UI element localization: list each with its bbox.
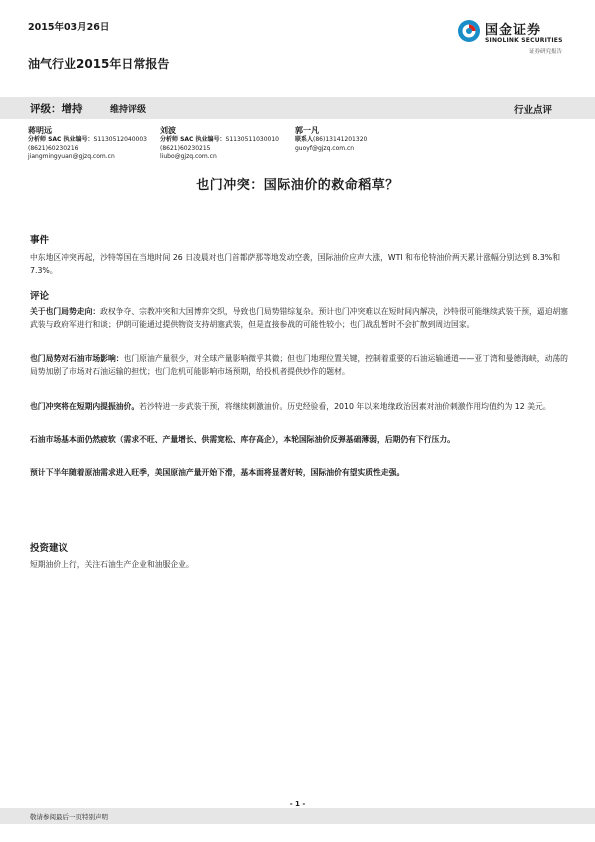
advice-paragraph: 短期油价上行，关注石油生产企业和油服企业。	[30, 560, 194, 569]
paragraph-lead: 也门局势对石油市场影响：	[30, 354, 124, 363]
paragraph-lead: 石油市场基本面仍然疲软（需求不旺、产量增长、供需宽松、库存高企），本轮国际油价反弹基础薄弱，后期仍有下行压力。	[30, 435, 455, 444]
paragraph-outlook	[30, 466, 568, 479]
headline: 也门冲突：国际油价的救命稻草？	[196, 178, 399, 193]
paragraph-body: 政权争夺、宗教冲突和大国博弈交织，导致也门局势错综复杂。预计也门冲突难以在短时间内解决，沙特很可能继续武装干预，逼迫胡塞武装与政府军进行和谈；伊朗可能通过提供物资支持胡塞武装，但是直接参战的可能性较小；也门战乱暂时不会扩散到周边国家。	[30, 307, 568, 329]
analyst-name: 郭一凡	[295, 126, 319, 135]
paragraph-lead: 关于也门局势走向：	[30, 307, 101, 316]
paragraph-lead: 也门冲突将在短期内提振油价。	[30, 402, 140, 411]
analyst-1	[28, 125, 147, 162]
analyst-code: (86)13141201320	[313, 136, 368, 143]
paragraph-yemen-situation	[30, 305, 568, 331]
logo-name: 国金证券	[485, 23, 542, 38]
section-title-advice: 投资建议	[30, 543, 69, 554]
rating-label: 评级：增持	[30, 103, 83, 115]
paragraph-short-term	[30, 400, 568, 413]
paragraph-oil-market-impact	[30, 352, 568, 378]
paragraph-fundamentals	[30, 433, 568, 446]
paragraph-body: 若沙特进一步武装干预，将继续刺激油价。历史经验看，2010 年以来地缘政治因素对油价刺激作用均值约为 12 美元。	[139, 402, 551, 411]
logo-name-en: SINOLINK SECURITIES	[485, 37, 563, 44]
analyst-code: S1130512040003	[93, 136, 147, 143]
analyst-name: 蒋明远	[28, 126, 52, 135]
paragraph-lead: 预计下半年随着原油需求进入旺季，美国原油产量开始下滑，基本面将显著好转，国际油价有望实质性走强。	[30, 468, 405, 477]
analyst-phone: (8621)60230215	[160, 144, 211, 152]
footer-disclaimer: 敬请参阅最后一页特别声明	[30, 813, 108, 821]
report-title: 油气行业2015年日常报告	[28, 57, 170, 71]
analyst-2	[160, 125, 279, 162]
analyst-email: liubo@gjzq.com.cn	[160, 153, 217, 161]
rating-bar	[0, 97, 595, 119]
analyst-email: jiangmingyuan@gjzq.com.cn	[28, 153, 115, 161]
contact-person	[295, 125, 367, 153]
section-title-comment: 评论	[30, 291, 50, 302]
analyst-label: 联系人	[295, 136, 314, 143]
analyst-name: 刘波	[160, 126, 176, 135]
analyst-label: 分析师 SAC 执业编号：	[28, 136, 94, 143]
section-title-event: 事件	[30, 235, 50, 246]
paragraph-body: 也门原油产量很少，对全球产量影响微乎其微；但也门地理位置关键，控制着重要的石油运输通道——亚丁湾和曼德海峡，动荡的局势加剧了市场对石油运输的担忧；也门危机可能影响市场预期，给投机者提供炒作的题材。	[30, 354, 568, 376]
analyst-email: guoyf@gjzq.com.cn	[295, 144, 355, 152]
report-date: 2015年03月26日	[28, 22, 110, 33]
report-category: 行业点评	[514, 105, 553, 116]
page-number: - 1 -	[289, 800, 306, 808]
event-paragraph: 中东地区冲突再起，沙特等国在当地时间 26 日凌晨对也门首都萨那等地发动空袭，国际油价应声大涨，WTI 和布伦特油价两天累计涨幅分别达到 8.3%和 7.3%。	[30, 253, 561, 275]
maintain-rating: 维持评级	[110, 105, 147, 115]
logo-emblem-icon	[457, 19, 481, 43]
analyst-code: S1130511030010	[225, 136, 279, 143]
company-logo	[457, 17, 577, 57]
analyst-label: 分析师 SAC 执业编号：	[160, 136, 226, 143]
logo-subtitle: 证券研究报告	[529, 49, 563, 55]
analyst-phone: (8621)60230216	[28, 144, 79, 152]
